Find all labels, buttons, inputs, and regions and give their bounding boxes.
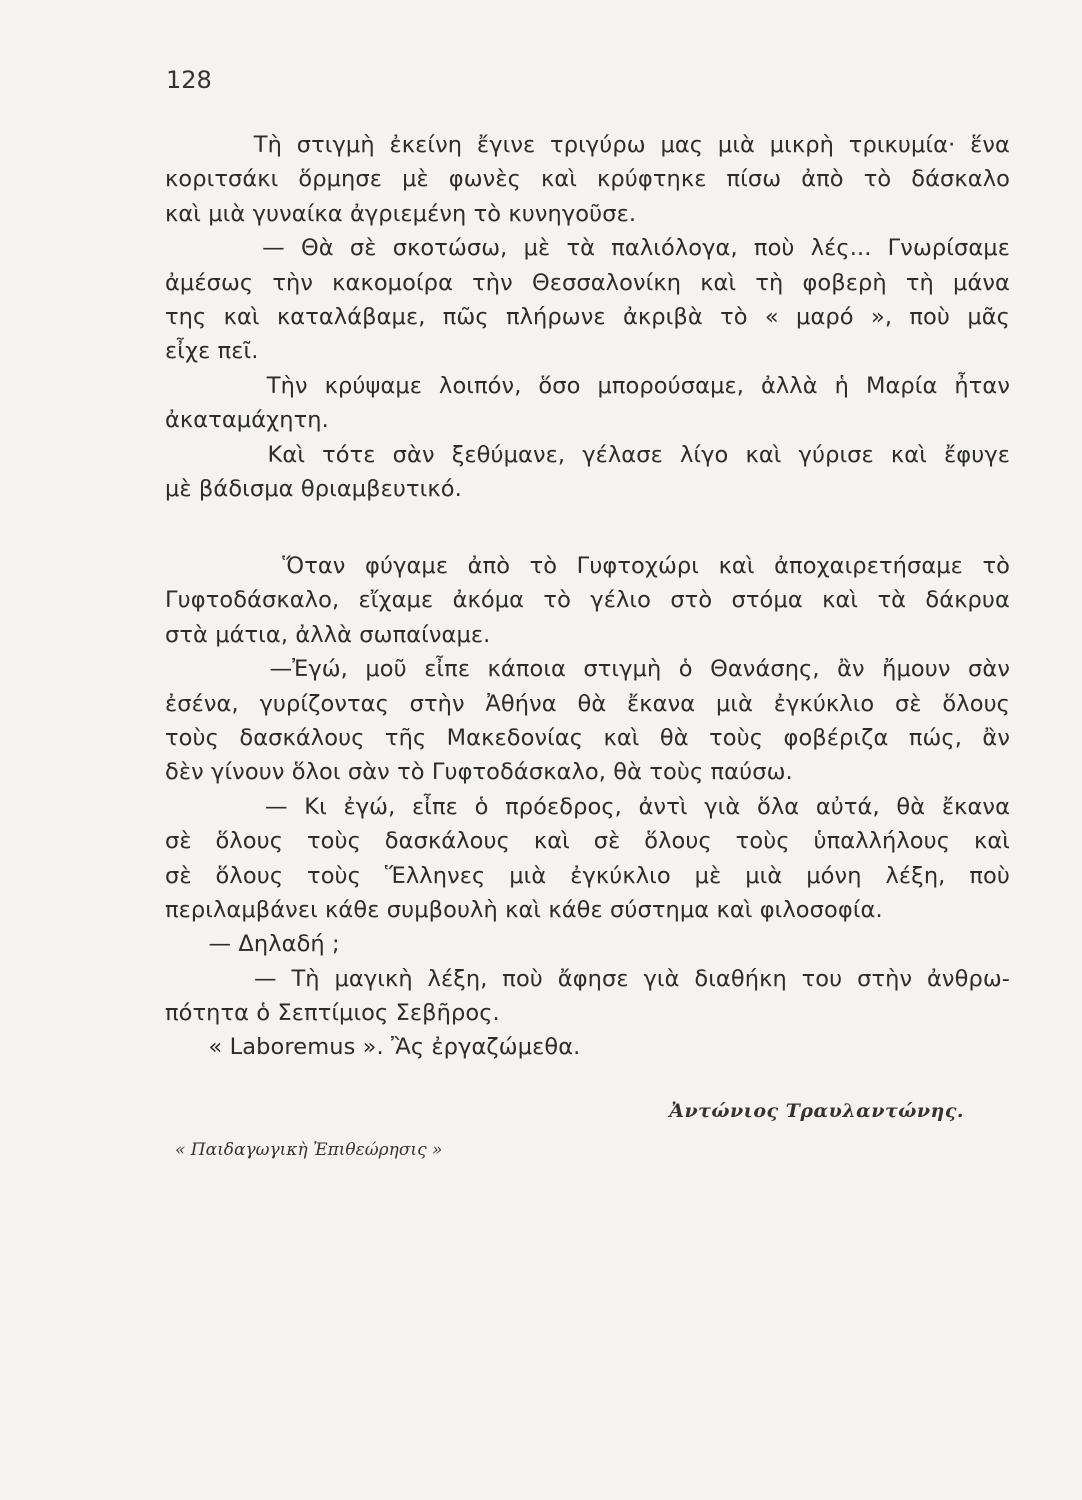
text-line: κοριτσάκι ὅρμησε μὲ φωνὲς καὶ κρύφτηκε πίσω ἀπὸ τὸ δάσκαλο (165, 166, 1010, 193)
page-number: 128 (166, 66, 212, 94)
text-line: ἀκαταμάχητη. (165, 407, 329, 434)
source-citation: « Παιδαγωγικὴ Ἐπιθεώρησις » (175, 1140, 443, 1160)
text-line: σὲ ὅλους τοὺς Ἕλληνες μιὰ ἐγκύκλιο μὲ μιὰ μόνη λέξη, ποὺ (165, 862, 1010, 889)
text-line: Τὴ στιγμὴ ἐκείνη ἔγινε τριγύρω μας μιὰ μικρὴ τρικυμία· ἕνα (165, 132, 1010, 158)
text-line: ἐσένα, γυρίζοντας στὴν Ἀθήνα θὰ ἔκανα μιὰ ἐγκύκλιο σὲ ὅλους (165, 690, 1010, 717)
text-line: εἶχε πεῖ. (165, 338, 259, 365)
text-line: — Τὴ μαγικὴ λέξη, ποὺ ἄφησε γιὰ διαθήκη του στὴν ἀνθρω- (165, 965, 1010, 992)
text-line: — Θὰ σὲ σκοτώσω, μὲ τὰ παλιόλογα, ποὺ λές... Γνωρίσαμε (165, 235, 1010, 262)
text-line: Τὴν κρύψαμε λοιπόν, ὅσο μπορούσαμε, ἀλλὰ ἡ Μαρία ἦταν (165, 372, 1010, 399)
text-line: μὲ βάδισμα θριαμβευτικό. (165, 475, 462, 502)
text-block-2 (165, 549, 1010, 1065)
text-line: σὲ ὅλους τοὺς δασκάλους καὶ σὲ ὅλους τοὺς ὑπαλλήλους καὶ (165, 828, 1010, 855)
text-line: περιλαμβάνει κάθε συμβουλὴ καὶ κάθε σύστημα καὶ φιλοσοφία. (165, 896, 883, 923)
text-line: της καὶ καταλάβαμε, πῶς πλήρωνε ἀκριβὰ τὸ « μαρό », ποὺ μᾶς (165, 303, 1010, 330)
text-line: « Laboremus ». Ἂς ἐργαζώμεθα. (165, 1034, 581, 1061)
text-line: Γυφτοδάσκαλο, εἴχαμε ἀκόμα τὸ γέλιο στὸ στόμα καὶ τὰ δάκρυα (165, 587, 1010, 614)
text-line: ἀμέσως τὴν κακομοίρα τὴν Θεσσαλονίκη καὶ τὴ φοβερὴ τὴ μάνα (165, 269, 1010, 296)
text-line: — Δηλαδή ; (165, 931, 340, 958)
text-block-1 (165, 128, 1010, 506)
text-line: —Ἐγώ, μοῦ εἶπε κάποια στιγμὴ ὁ Θανάσης, ἂν ἤμουν σὰν (165, 656, 1010, 683)
text-line: στὰ μάτια, ἀλλὰ σωπαίναμε. (165, 621, 491, 648)
text-line: δὲν γίνουν ὅλοι σὰν τὸ Γυφτοδάσκαλο, θὰ τοὺς παύσω. (165, 759, 793, 786)
text-line: πότητα ὁ Σεπτίμιος Σεβῆρος. (165, 1000, 500, 1027)
text-line: Καὶ τότε σὰν ξεθύμανε, γέλασε λίγο καὶ γύρισε καὶ ἔφυγε (165, 441, 1010, 468)
text-line: καὶ μιὰ γυναίκα ἀγριεμένη τὸ κυνηγοῦσε. (165, 200, 637, 227)
text-line: — Κι ἐγώ, εἶπε ὁ πρόεδρος, ἀντὶ γιὰ ὅλα αὐτά, θὰ ἔκανα (165, 793, 1010, 820)
text-line: Ὅταν φύγαμε ἀπὸ τὸ Γυφτοχώρι καὶ ἀποχαιρετήσαμε τὸ (165, 553, 1010, 579)
author-signature: Ἀντώνιος Τραυλαντώνης. (669, 1100, 964, 1122)
text-line: τοὺς δασκάλους τῆς Μακεδονίας καὶ θὰ τοὺς φοβέριζα πώς, ἂν (165, 724, 1010, 751)
